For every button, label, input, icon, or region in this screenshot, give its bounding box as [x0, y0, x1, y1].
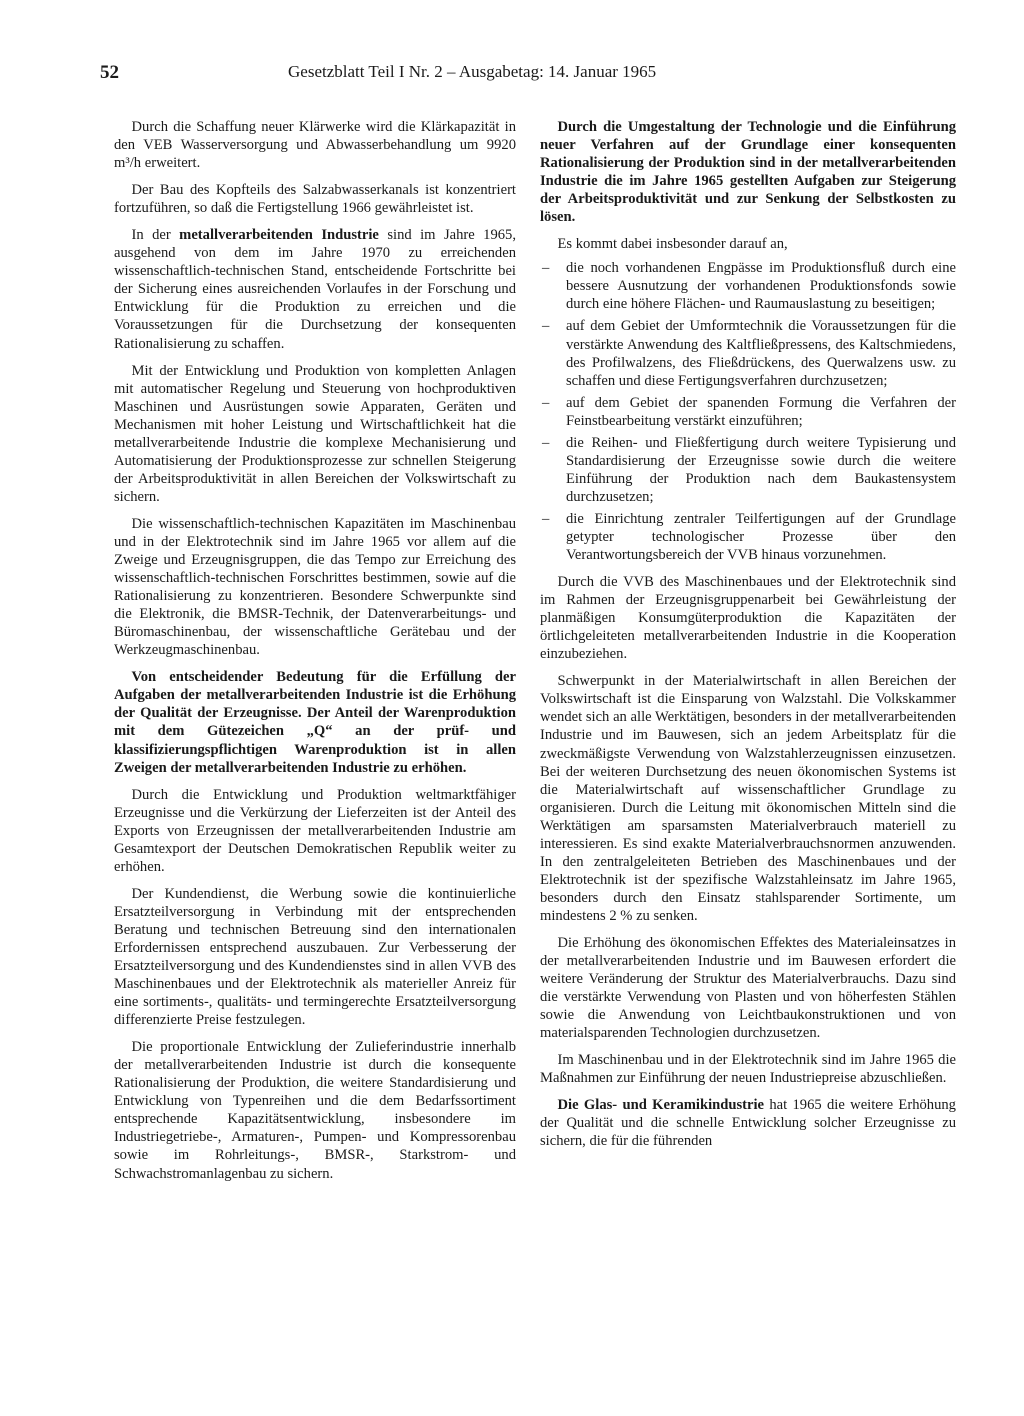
list-item-text: auf dem Gebiet der spanenden Formung die Verfahren der Feinstbearbeitung verstärkt einzuführen; [566, 394, 956, 429]
paragraph: Die proportionale Entwicklung der Zulieferindustrie innerhalb der metallverarbeitenden Industrie ist durch die konsequente Rationalisierung der Produktion, die weitere Standardisierung und Entwicklung von Typenreihen und die dem Bedarfssortiment entsprechende Kapazitätsentwicklung, insbesondere im Industriegetriebe-, Armaturen-, Pumpen- und Kompressorenbau sowie im Rohrleitungs-, BMSR-, Starkstrom- und Schwachstromanlagenbau zu sichern. [114, 1039, 516, 1182]
paragraph: Durch die VVB des Maschinenbaues und der Elektrotechnik sind im Rahmen der Erzeugnisgruppenarbeit bei Gewährleistung der planmäßigen Konsumgüterproduktion die Kapazitäten der örtlichgeleiteten metallverarbeitenden Industrie in die Kooperation einzubeziehen. [540, 574, 956, 663]
dash-marker: – [542, 318, 550, 335]
paragraph: Im Maschinenbau und in der Elektrotechnik sind im Jahre 1965 die Maßnahmen zur Einführung der neuen Industriepreise abzuschließen. [540, 1052, 956, 1087]
right-column [540, 118, 956, 1159]
bold-term: metallverarbeitenden Industrie [179, 227, 379, 244]
list-item [540, 394, 956, 430]
dash-list [540, 259, 956, 564]
paragraph: Die Erhöhung des ökonomischen Effektes des Materialeinsatzes in der metallverarbeitenden Industrie und im Bauwesen erfordert die weitere Veränderung der Struktur des Materialverbrauchs. Dazu sind die verstärkte Verwendung von Plasten und von höherfesten Stählen sowie die Anwendung von Leichtbaukonstruktionen und von materialsparenden Technologien durchzusetzen. [540, 934, 956, 1042]
bold-paragraph: Durch die Umgestaltung der Technologie und die Einführung neuer Verfahren auf der Grundlage einer konsequenten Rationalisierung der Produktion sind in der metallverarbeitenden Industrie die im Jahre 1965 gestellten Aufgaben zur Steigerung der Arbeitsproduktivität und zur Senkung der Selbstkosten zu lösen. [540, 119, 956, 226]
list-item-text: die Reihen- und Fließfertigung durch weitere Typisierung und Standardisierung der Erzeugnisse sowie durch die weitere Einführung der Produktion nach dem Baukastensystem durchzusetzen; [566, 434, 956, 505]
page-number: 52 [100, 62, 119, 83]
list-item [540, 510, 956, 564]
list-item [540, 259, 956, 313]
list-item-text: die noch vorhandenen Engpässe im Produktionsfluß durch eine bessere Ausnutzung der vorhandenen Produktionsfonds sowie durch eine höhere Flächen- und Raumauslastung zu beseitigen; [566, 260, 956, 313]
dash-marker: – [542, 260, 550, 277]
bold-term: Die Glas- und Keramikindustrie [557, 1097, 765, 1114]
paragraph-text: hat 1965 die weitere Erhöhung der Qualität und die schnelle Entwicklung solcher Erzeugnisse zu sichern, die für die führenden [540, 1097, 956, 1150]
bold-paragraph: Von entscheidender Bedeutung für die Erfüllung der Aufgaben der metallverarbeitenden Industrie ist die Erhöhung der Qualität der Erzeugnisse. Der Anteil der Warenproduktion mit dem Gütezeichen „Q“ an der prüf- und klassifizierungspflichtigen Warenproduktion ist in allen Zweigen der metallverarbeitenden Industrie zu erhöhen. [114, 669, 516, 776]
dash-marker: – [542, 394, 550, 411]
paragraph: Durch die Schaffung neuer Klärwerke wird die Klärkapazität in den VEB Wasserversorgung und Abwasserbehandlung um 9920 m³/h erweitert. [114, 119, 516, 172]
paragraph: Die wissenschaftlich-technischen Kapazitäten im Maschinenbau und in der Elektrotechnik sind im Jahre 1965 vor allem auf die Zweige und Erzeugnisgruppen, die das Tempo zur Erreichung des wissenschaftlich-technischen Forschrittes bestimmen, sowie auf die Rationalisierung zu konzentrieren. Besondere Schwerpunkte sind die Elektronik, die BMSR-Technik, der Datenverarbeitungs- und Büromaschinenbau, der wissenschaftliche Gerätebau und der Werkzeugmaschinenbau. [114, 515, 516, 659]
paragraph-text: sind im Jahre 1965, ausgehend von dem im Jahre 1970 zu erreichenden wissenschaftlich-technischen Stand, entscheidende Fortschritte bei der Sicherung eines ausreichenden Vorlaufes in der Forschung und Entwicklung für die Produktion zu erreichen und die Voraussetzungen für die Durchsetzung der konsequenten Rationalisierung zu schaffen. [114, 227, 516, 352]
page-header-title: Gesetzblatt Teil I Nr. 2 – Ausgabetag: 14. Januar 1965 [288, 62, 657, 81]
paragraph: Der Kundendienst, die Werbung sowie die kontinuierliche Ersatzteilversorgung in Verbindung mit der entsprechenden Beratung und technischen Betreuung sind den internationalen Erfordernissen entsprechend auszubauen. Zur Verbesserung der Ersatzteilversorgung und des Kundendienstes sind in allen VVB des Maschinenbaues und der Elektrotechnik als materieller Anreiz für eine sortiments-, qualitäts- und termingerechte Ersatzteilversorgung differenzierte Preise festzulegen. [114, 885, 516, 1029]
dash-marker: – [542, 434, 550, 451]
paragraph [114, 226, 516, 352]
paragraph [540, 1096, 956, 1150]
paragraph-text: In der [131, 227, 180, 244]
paragraph: Es kommt dabei insbesonder darauf an, [557, 236, 788, 253]
list-item [540, 434, 956, 506]
paragraph: Der Bau des Kopfteils des Salzabwasserkanals ist konzentriert fortzuführen, so daß die Fertigstellung 1966 gewährleistet ist. [114, 182, 516, 217]
list-item [540, 317, 956, 389]
list-item-text: die Einrichtung zentraler Teilfertigungen auf der Grundlage getypter technologischer Prozesse über den Verantwortungsbereich der VVB hinaus vorzunehmen. [566, 510, 956, 564]
paragraph: Durch die Entwicklung und Produktion weltmarktfähiger Erzeugnisse und die Verkürzung der Lieferzeiten ist der Anteil des Exports von Erzeugnissen der metallverarbeitenden Industrie am Gesamtexport der Deutschen Demokratischen Republik weiter zu erhöhen. [114, 786, 516, 875]
list-item-text: auf dem Gebiet der Umformtechnik die Voraussetzungen für die verstärkte Anwendung des Kaltfließpressens, des Kaltschmiedens, des Profilwalzens, des Fließdrückens, des Querwalzens usw. zu schaffen und diese Fertigungsverfahren durchzusetzen; [566, 318, 956, 389]
paragraph: Schwerpunkt in der Materialwirtschaft in allen Bereichen der Volkswirtschaft ist die Einsparung von Walzstahl. Die Volkskammer wendet sich an alle Werktätigen, besonders in der metallverarbeitenden Industrie und im Bauwesen, sich an jedem Arbeitsplatz für die zweckmäßigste Verwendung von Walzstahlerzeugnissen einzusetzen. Bei der weiteren Durchsetzung des neuen ökonomischen Systems ist die Materialwirtschaft auf wissenschaftlicher Grundlage zu organisieren. Durch die Leitung mit ökonomischen Mitteln sind die Werktätigen am sparsamsten Materialverbrauch materiell zu interessieren. Es sind exakte Materialverbrauchsnormen anzuwenden. In den zentralgeleiteten Betrieben des Maschinenbaues und der Elektrotechnik ist der spezifische Walzstahleinsatz im Jahre 1965, besonders durch den Einsatz stahlsparender Sortimente, um mindestens 2 % zu senken. [540, 673, 956, 924]
left-column [114, 118, 516, 1192]
dash-marker: – [542, 510, 550, 527]
paragraph: Mit der Entwicklung und Produktion von kompletten Anlagen mit automatischer Regelung und Steuerung von hochproduktiven Maschinen und Ausrüstungen sowie Apparaten, Geräten und Mechanismen mit hoher Leistung und Wirtschaftlichkeit hat die metallverarbeitende Industrie die komplexe Mechanisierung und Automatisierung der Produktionsprozesse zur schnellen Steigerung der Arbeitsproduktivität in allen Bereichen der Volkswirtschaft zu sichern. [114, 362, 516, 505]
